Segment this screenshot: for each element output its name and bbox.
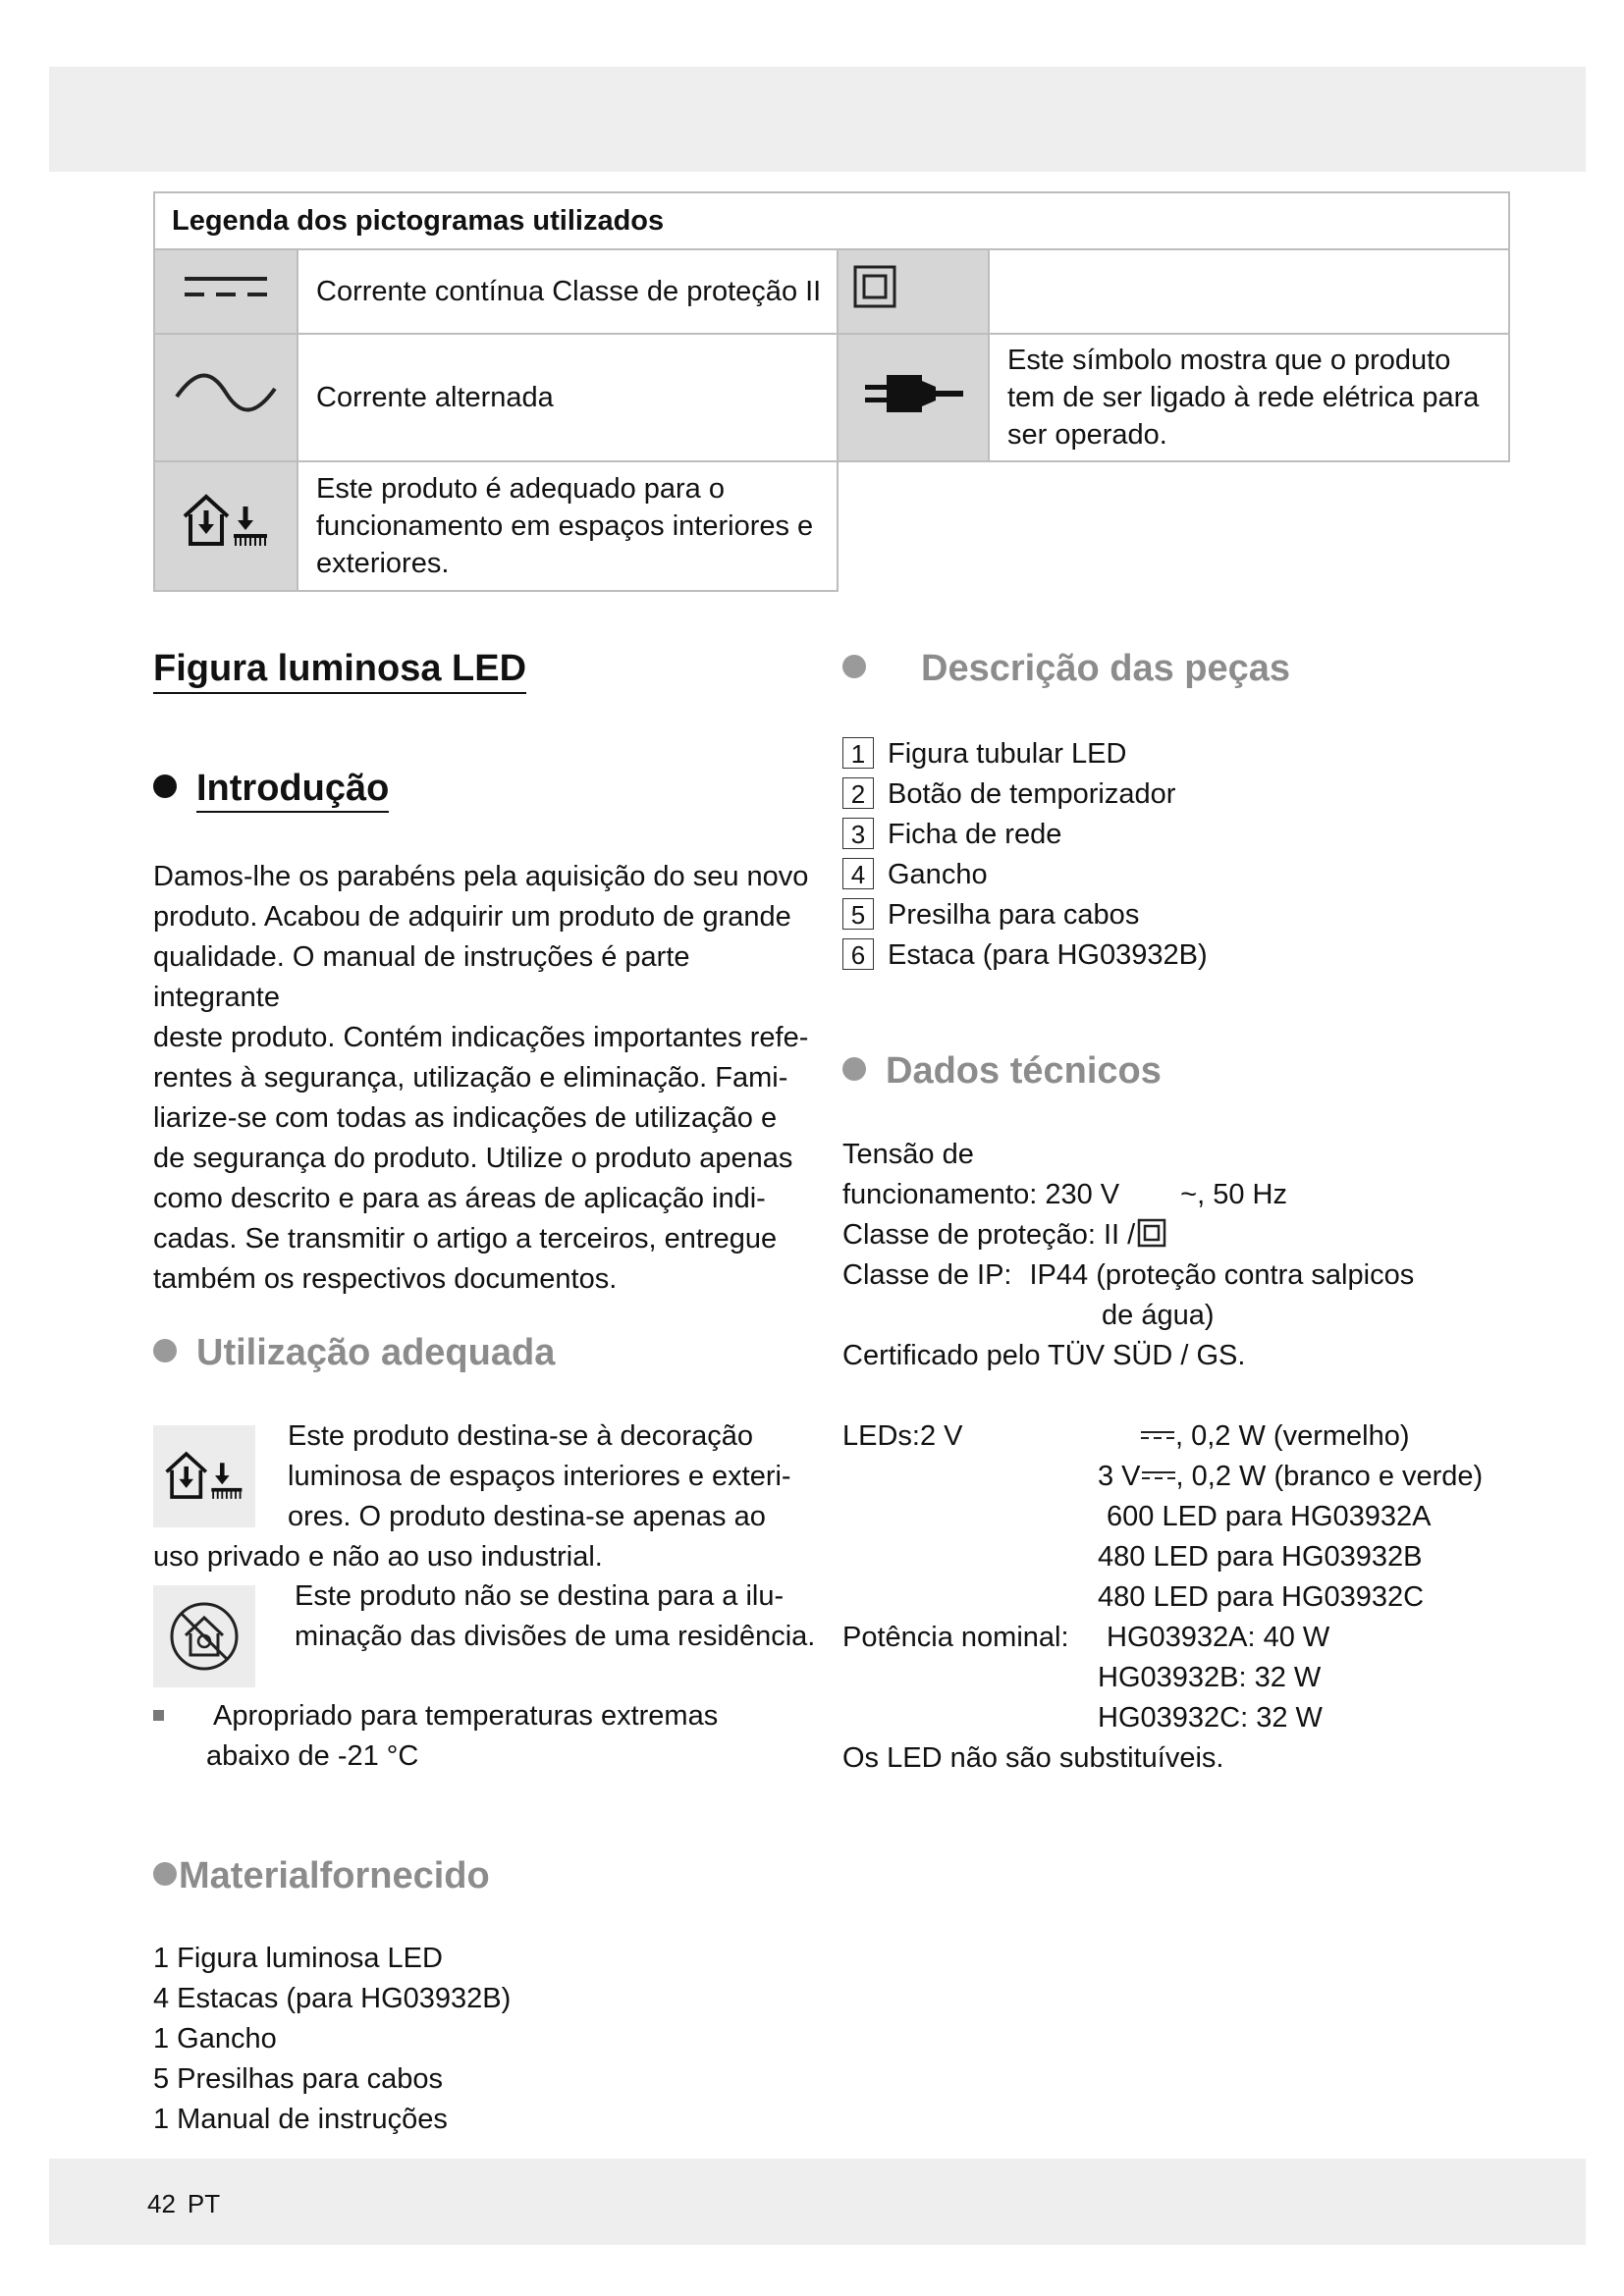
list-item — [842, 895, 1208, 935]
protection-value: Classe de proteção: II / — [842, 1219, 1136, 1251]
leds-label: LEDs:2 V — [842, 1420, 963, 1452]
voltage-value: funcionamento: 230 V — [842, 1179, 1120, 1210]
use-line: luminosa de espaços interiores e exteri- — [288, 1461, 791, 1492]
intro-line: produto. Acabou de adquirir um produto de grande — [153, 901, 791, 933]
bullet-icon — [153, 774, 177, 798]
pictogram-legend-table — [153, 191, 1510, 592]
list-item: 5 Presilhas para cabos — [153, 2063, 443, 2095]
main-title-wrap — [153, 648, 526, 694]
power-value-c: HG03932C: 32 W — [1098, 1702, 1323, 1734]
legend-title: Legenda dos pictogramas utilizados — [154, 192, 1509, 249]
page-number: 42 — [147, 2189, 176, 2218]
legend-indoor-text: Este produto é adequado para o funcionamento em espaços interiores e exteriores. — [298, 461, 838, 591]
part-label: Botão de temporizador — [888, 778, 1176, 810]
temp-line: abaixo de -21 °C — [206, 1740, 419, 1772]
intro-line: Damos-lhe os parabéns pela aquisição do seu novo — [153, 861, 809, 892]
intro-paragraph — [153, 857, 821, 1300]
use-line: ores. O produto destina-se apenas ao — [288, 1501, 766, 1532]
part-number: 2 — [842, 777, 874, 809]
direct-current-icon — [154, 249, 298, 334]
use-line-full: uso privado e não ao uso industrial. — [153, 1541, 603, 1573]
indoor-outdoor-icon — [154, 461, 298, 591]
leds-value: , 0,2 W (vermelho) — [1175, 1420, 1410, 1452]
power-value-b: HG03932B: 32 W — [1098, 1662, 1322, 1693]
use-title: Utilização adequada — [196, 1332, 556, 1373]
intro-line: rentes à segurança, utilização e eliminação. Fami- — [153, 1062, 788, 1094]
leds-count-a: 600 LED para HG03932A — [1107, 1501, 1432, 1532]
no-room-lighting-icon — [153, 1585, 255, 1687]
leds-value-2 — [1098, 1457, 1483, 1497]
intro-line: cadas. Se transmitir o artigo a terceiros, entregue — [153, 1223, 778, 1255]
part-number: 5 — [842, 898, 874, 930]
ip-value: IP44 (proteção contra salpicos — [1029, 1259, 1415, 1291]
indoor-outdoor-icon — [153, 1425, 255, 1527]
part-label: Ficha de rede — [888, 819, 1062, 850]
legend-ac-text: Corrente alternada — [298, 334, 838, 461]
use-line: Este produto destina-se à decoração — [288, 1420, 753, 1452]
section-technical-data — [842, 1050, 1162, 1093]
use-paragraph-1 — [288, 1416, 791, 1537]
bullet-icon — [842, 655, 866, 678]
voltage-line — [842, 1175, 1287, 1215]
leds-value-1 — [1140, 1416, 1410, 1457]
legend-dc-text: Corrente contínua Classe de proteção II — [298, 249, 838, 334]
list-item — [842, 774, 1208, 815]
intro-line: deste produto. Contém indicações importantes refe- — [153, 1022, 809, 1053]
intro-line: qualidade. O manual de instruções é parte integrante — [153, 941, 690, 1013]
header-band — [49, 67, 1586, 172]
list-item: 1 Figura luminosa LED — [153, 1943, 443, 1974]
alternating-current-icon — [154, 334, 298, 461]
use-line: Este produto não se destina para a ilu- — [295, 1580, 785, 1612]
temp-line: Apropriado para temperaturas extremas — [213, 1700, 719, 1732]
voltage-label: Tensão de — [842, 1139, 974, 1170]
direct-current-icon — [1141, 1467, 1176, 1484]
supplied-list — [153, 1939, 511, 2140]
list-item — [842, 935, 1208, 976]
list-item: 1 Gancho — [153, 2023, 277, 2055]
part-number: 3 — [842, 818, 874, 849]
protection-line — [842, 1215, 1166, 1255]
leds-count-c: 480 LED para HG03932C — [1098, 1581, 1425, 1613]
use-line: minação das divisões de uma residência. — [295, 1621, 816, 1652]
page-footer — [147, 2189, 232, 2219]
square-bullet-icon — [153, 1710, 164, 1721]
list-item: 4 Estacas (para HG03932B) — [153, 1983, 512, 2014]
section-parts — [842, 648, 1290, 690]
parts-title: Descrição das peças — [921, 648, 1291, 689]
intro-line: de segurança do produto. Utilize o produto apenas — [153, 1143, 793, 1174]
intro-line: liarize-se com todas as indicações de utilização e — [153, 1102, 778, 1134]
mains-plug-icon — [838, 334, 989, 461]
section-supplied — [153, 1855, 490, 1897]
part-number: 4 — [842, 858, 874, 889]
part-number: 6 — [842, 938, 874, 970]
power-label: Potência nominal: — [842, 1622, 1069, 1653]
page-title: Figura luminosa LED — [153, 648, 526, 694]
list-item — [842, 815, 1208, 855]
frequency-value: ~, 50 Hz — [1180, 1179, 1287, 1210]
part-label: Estaca (para HG03932B) — [888, 939, 1208, 971]
intro-title: Introdução — [196, 768, 389, 813]
ip-value-cont: de água) — [1102, 1300, 1215, 1331]
use-paragraph-2 — [295, 1576, 815, 1657]
list-item — [842, 734, 1208, 774]
protection-class-ii-icon — [838, 249, 989, 334]
legend-plug-text: Este símbolo mostra que o produto tem de ser ligado à rede elétrica para ser operado. — [989, 334, 1509, 461]
bullet-icon — [153, 1339, 177, 1362]
protection-class-ii-icon — [1137, 1218, 1166, 1248]
led-note: Os LED não são substituíveis. — [842, 1742, 1224, 1774]
intro-line: como descrito e para as áreas de aplicação indi- — [153, 1183, 766, 1214]
list-item: 1 Manual de instruções — [153, 2104, 448, 2135]
section-intended-use — [153, 1332, 555, 1374]
temperature-note — [153, 1696, 718, 1736]
ip-label: Classe de IP: — [842, 1259, 1012, 1291]
supplied-title: Materialfornecido — [179, 1855, 490, 1896]
part-label: Presilha para cabos — [888, 899, 1140, 931]
ip-line — [842, 1255, 1414, 1296]
leds-count-b: 480 LED para HG03932B — [1098, 1541, 1423, 1573]
direct-current-icon — [1140, 1426, 1175, 1444]
language-code: PT — [187, 2189, 221, 2218]
leds-voltage: 3 V — [1098, 1461, 1141, 1492]
part-label: Figura tubular LED — [888, 738, 1127, 770]
footer-band — [49, 2159, 1586, 2245]
part-number: 1 — [842, 737, 874, 769]
part-label: Gancho — [888, 859, 988, 890]
leds-value: , 0,2 W (branco e verde) — [1175, 1461, 1484, 1492]
section-introduction — [153, 768, 389, 810]
bullet-icon — [153, 1862, 177, 1886]
bullet-icon — [842, 1057, 866, 1081]
intro-line: também os respectivos documentos. — [153, 1263, 618, 1295]
tech-title: Dados técnicos — [886, 1050, 1162, 1092]
certification: Certificado pelo TÜV SÜD / GS. — [842, 1340, 1246, 1371]
parts-list — [842, 734, 1208, 976]
list-item — [842, 855, 1208, 895]
power-value-a: HG03932A: 40 W — [1107, 1622, 1330, 1653]
